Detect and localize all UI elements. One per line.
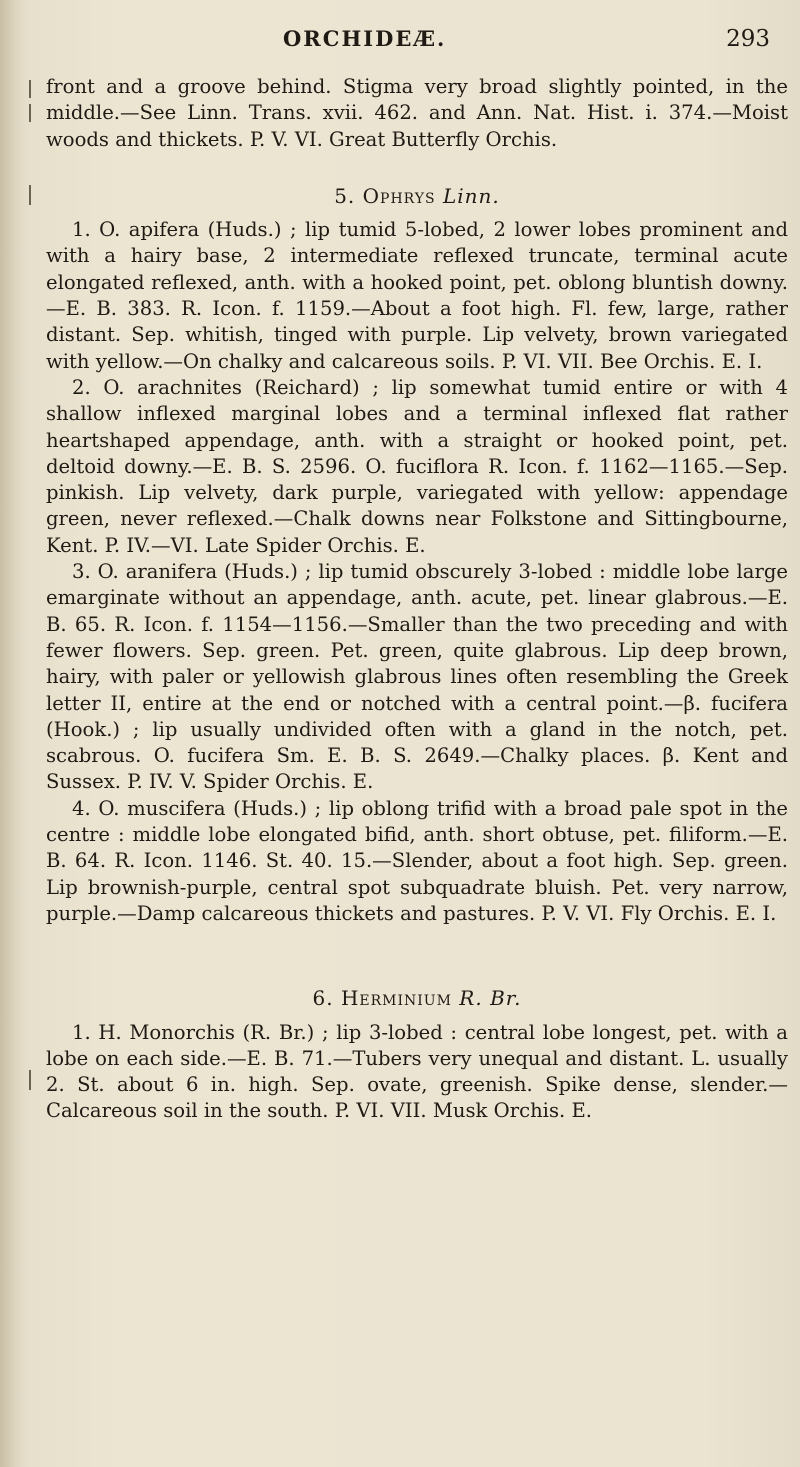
margin-mark	[29, 104, 31, 122]
genus-name: Ophrys	[362, 183, 436, 208]
page-body	[46, 74, 788, 1125]
species-entry-aranifera: 3. O. aranifera (Huds.) ; lip tumid obscurely 3-lobed : middle lobe large emarginate without an appendage, anth. acute, pet. linear glabrous.—E. B. 65. R. Icon. f. 1154—1156.—Smaller than the two preceding and with fewer flowers. Sep. green. Pet. green, quite glabrous. Lip deep brown, hairy, with paler or yellowish glabrous lines often resembling the Greek letter II, entire at the end or notched with a central point.—β. fucifera (Hook.) ; lip usually undivided often with a gland in the notch, pet. scabrous. O. fucifera Sm. E. B. S. 2649.—Chalky places. β. Kent and Sussex. P. IV. V. Spider Orchis. E.	[46, 560, 788, 794]
species-entry-muscifera: 4. O. muscifera (Huds.) ; lip oblong trifid with a broad pale spot in the centre : middle lobe elongated bifid, anth. short obtuse, pet. filiform.—E. B. 64. R. Icon. 1146. St. 40. 15.—Slender, about a foot high. Sep. green. Lip brownish-purple, central spot subquadrate bluish. Pet. very narrow, purple.—Damp calcareous thickets and pastures. P. V. VI. Fly Orchis. E. I.	[46, 796, 788, 925]
paragraph-continued: front and a groove behind. Stigma very broad slightly pointed, in the middle.—See Linn. Trans. xvii. 462. and Ann. Nat. Hist. i. 374.—Moist woods and thickets. P. V. VI. Great Butterfly Orchis.	[46, 75, 788, 151]
genus-authority: Linn.	[442, 183, 500, 208]
genus-authority: R. Br.	[459, 986, 522, 1011]
page-number: 293	[726, 26, 770, 52]
page-gutter-shadow	[0, 0, 22, 1467]
genus-number: 5.	[334, 183, 356, 208]
species-entry-apifera: 1. O. apifera (Huds.) ; lip tumid 5-lobed, 2 lower lobes prominent and with a hairy base, 2 intermediate reflexed truncate, terminal acute elongated reflexed, anth. with a hooked point, pet. oblong bluntish downy.—E. B. 383. R. Icon. f. 1159.—About a foot high. Fl. few, large, rather distant. Sep. whitish, tinged with purple. Lip velvety, brown variegated with yellow.—On chalky and calcareous soils. P. VI. VII. Bee Orchis. E. I.	[46, 218, 788, 373]
genus-number: 6.	[312, 986, 334, 1011]
running-title: ORCHIDEÆ.	[283, 26, 447, 51]
margin-mark	[29, 1070, 31, 1090]
margin-mark	[29, 80, 31, 98]
genus-heading-herminium	[46, 985, 788, 1011]
genus-heading-ophrys	[46, 183, 788, 209]
margin-mark	[29, 185, 31, 205]
species-entry-monorchis: 1. H. Monorchis (R. Br.) ; lip 3-lobed : central lobe longest, pet. with a lobe on each side.—E. B. 71.—Tubers very unequal and distant. L. usually 2. St. about 6 in. high. Sep. ovate, greenish. Spike dense, slender.—Calcareous soil in the south. P. VI. VII. Musk Orchis. E.	[46, 1020, 788, 1123]
species-entry-arachnites: 2. O. arachnites (Reichard) ; lip somewhat tumid entire or with 4 shallow inflexed marginal lobes and a terminal inflexed flat rather heartshaped appendage, anth. with a straight or hooked point, pet. deltoid downy.—E. B. S. 2596. O. fuciflora R. Icon. f. 1162—1165.—Sep. pinkish. Lip velvety, dark purple, variegated with yellow: appendage green, never reflexed.—Chalk downs near Folkstone and Sittingbourne, Kent. P. IV.—VI. Late Spider Orchis. E.	[46, 375, 788, 557]
page-header	[0, 26, 800, 58]
genus-name: Herminium	[340, 986, 452, 1011]
